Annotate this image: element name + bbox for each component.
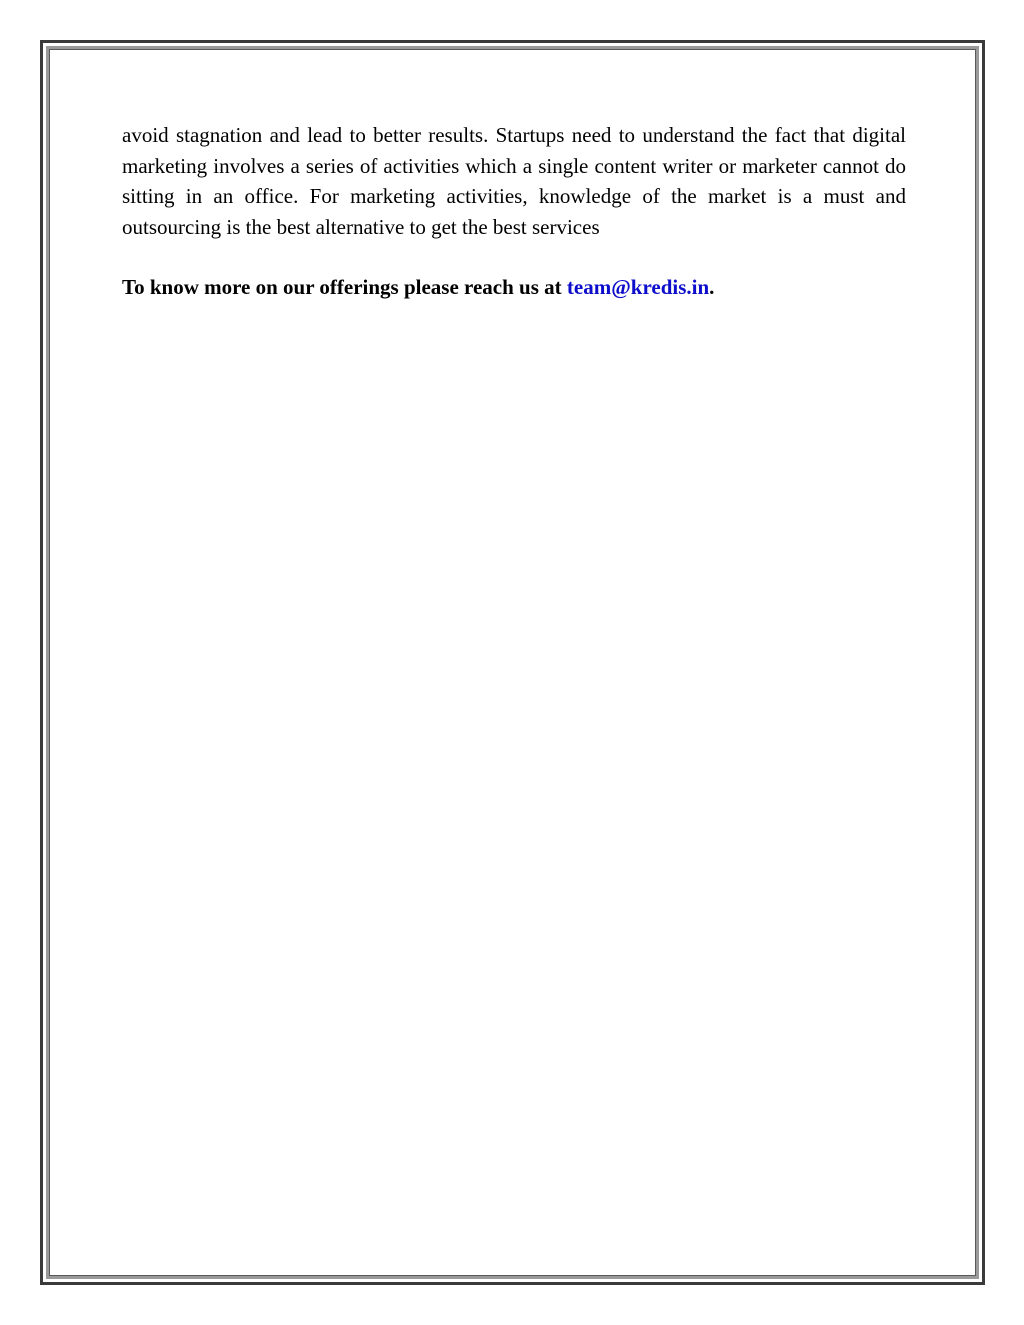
contact-trailing-period: . (709, 275, 715, 299)
page-border (40, 40, 985, 1285)
contact-lead-text: To know more on our offerings please reach us at (122, 275, 567, 299)
page-body (49, 49, 976, 1276)
email-link[interactable]: team@kredis.in (566, 275, 710, 299)
body-paragraph: avoid stagnation and lead to better results. Startups need to understand the fact that digital marketing involves a series of activities which a single content writer or marketer cannot do sitting in an office. For marketing activities, knowledge of the market is a must and outsourcing is the best alternative to get the best services (122, 123, 906, 239)
page-content (122, 120, 906, 302)
page-border-mid (46, 46, 979, 1279)
contact-line (122, 272, 906, 302)
